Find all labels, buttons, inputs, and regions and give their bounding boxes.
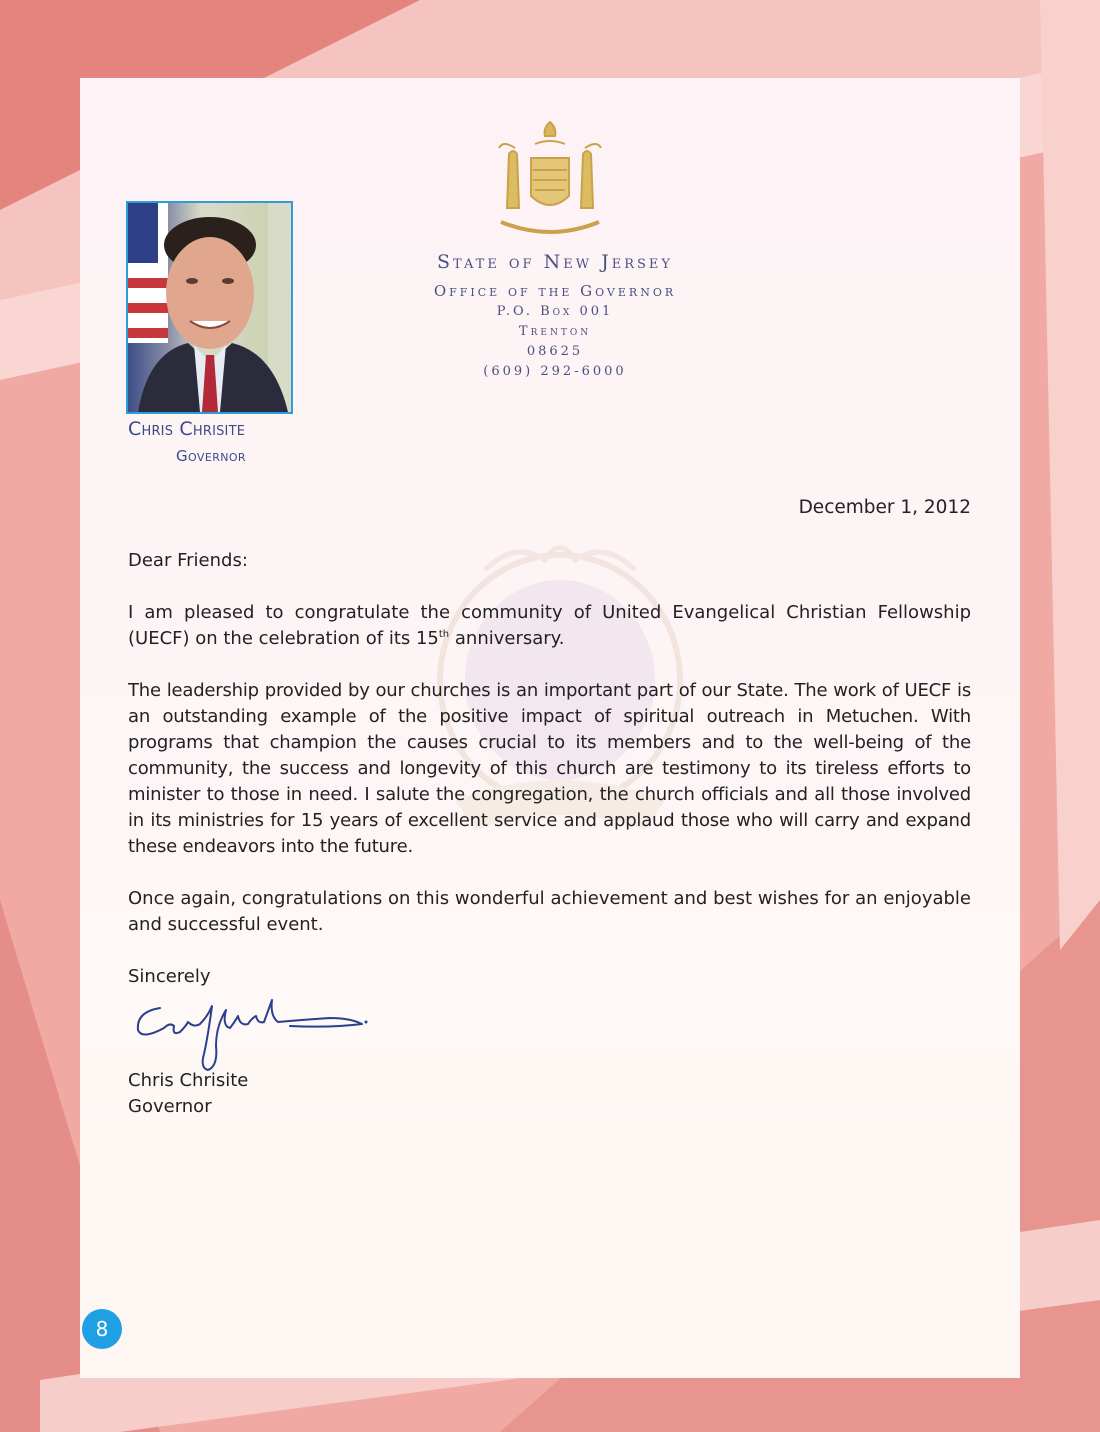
letterhead-office: Office of the Governor <box>433 282 677 300</box>
signer-name: Chris Chrisite <box>128 1070 249 1091</box>
letter-paragraph-2: The leadership provided by our churches is an important part of our State. The work of UECF is an outstanding example of the positive impact of spiritual outreach in Metuchen. With programs that champion the causes crucial to its members and to the well-being of the community, the success and longevity of this church are testimony to its tireless efforts to minister to those in need. I salute the congregation, the church officials and all those involved in its ministries for 15 years of excellent service and applaud those who will carry and expand these endeavors into the future. <box>128 680 971 857</box>
governor-title: Governor <box>176 447 246 465</box>
signer-title: Governor <box>128 1096 212 1117</box>
state-seal-icon <box>495 118 605 246</box>
letter-paragraph-1 <box>128 600 971 652</box>
page-number-badge: 8 <box>82 1309 122 1349</box>
letterhead <box>360 250 750 382</box>
letterhead-city: Trenton <box>518 324 592 339</box>
handwritten-signature <box>130 996 370 1074</box>
letter-closing: Sincerely <box>128 966 211 987</box>
governor-name: Chris Chrisite <box>128 418 246 440</box>
letter-salutation: Dear Friends: <box>128 550 248 571</box>
letterhead-phone: (609) 292-6000 <box>483 364 627 379</box>
letterhead-state: State of New Jersey <box>437 251 673 273</box>
paragraph-1-ending: anniversary. <box>449 628 565 649</box>
ordinal-suffix: th <box>438 629 450 640</box>
paragraph-1-text: I am pleased to congratulate the community of United Evangelical Christian Fellowship (UECF) on the celebration of its 15 <box>128 602 971 649</box>
letter-date: December 1, 2012 <box>798 497 971 518</box>
letterhead-zip: 08625 <box>526 344 584 359</box>
governor-portrait <box>126 201 293 414</box>
letter-paragraph-3: Once again, congratulations on this wonderful achievement and best wishes for an enjoyable and successful event. <box>128 888 971 935</box>
letterhead-po-box: P.O. Box 001 <box>496 304 614 319</box>
